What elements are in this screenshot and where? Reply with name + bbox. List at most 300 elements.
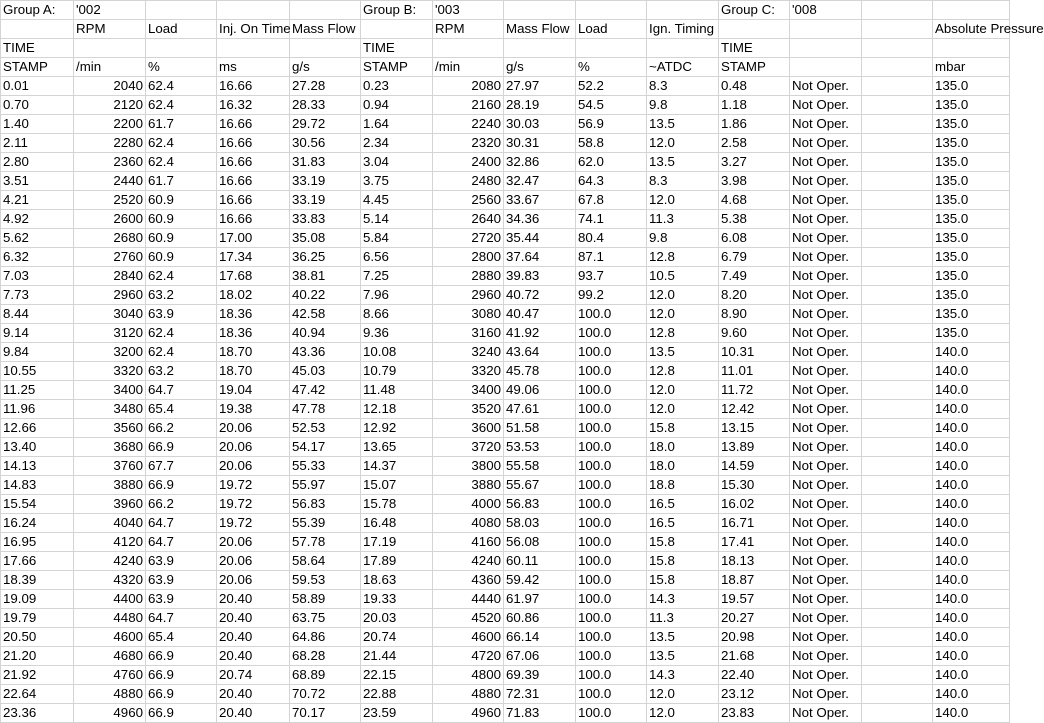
header-cell[interactable] xyxy=(862,20,933,39)
data-cell[interactable]: 3520 xyxy=(433,400,504,419)
data-cell[interactable]: 61.7 xyxy=(146,172,217,191)
data-cell[interactable]: Not Oper. xyxy=(790,609,862,628)
data-cell[interactable] xyxy=(862,343,933,362)
data-cell[interactable]: 4240 xyxy=(433,552,504,571)
header-cell[interactable]: RPM xyxy=(74,20,146,39)
data-cell[interactable]: 0.23 xyxy=(361,77,433,96)
header-cell[interactable]: % xyxy=(576,58,647,77)
header-cell[interactable] xyxy=(433,39,504,58)
data-cell[interactable]: 16.66 xyxy=(217,210,290,229)
header-cell[interactable] xyxy=(790,39,862,58)
data-cell[interactable]: 11.96 xyxy=(1,400,74,419)
data-cell[interactable]: 3960 xyxy=(74,495,146,514)
data-cell[interactable]: 11.01 xyxy=(719,362,790,381)
data-cell[interactable]: 140.0 xyxy=(933,571,1010,590)
data-cell[interactable]: 11.72 xyxy=(719,381,790,400)
data-cell[interactable]: 100.0 xyxy=(576,514,647,533)
data-cell[interactable]: 63.9 xyxy=(146,590,217,609)
data-cell[interactable]: 59.42 xyxy=(504,571,576,590)
data-cell[interactable]: 0.48 xyxy=(719,77,790,96)
data-cell[interactable]: 11.25 xyxy=(1,381,74,400)
header-cell[interactable]: % xyxy=(146,58,217,77)
data-cell[interactable]: 140.0 xyxy=(933,476,1010,495)
data-cell[interactable]: 140.0 xyxy=(933,685,1010,704)
header-cell[interactable] xyxy=(862,39,933,58)
header-cell[interactable]: STAMP xyxy=(719,58,790,77)
data-cell[interactable]: 10.31 xyxy=(719,343,790,362)
data-cell[interactable]: 4600 xyxy=(433,628,504,647)
data-cell[interactable]: 11.3 xyxy=(647,210,719,229)
header-cell[interactable]: Load xyxy=(576,20,647,39)
data-cell[interactable]: 100.0 xyxy=(576,704,647,723)
data-cell[interactable]: 18.87 xyxy=(719,571,790,590)
data-cell[interactable]: 135.0 xyxy=(933,248,1010,267)
header-cell[interactable]: Group B: xyxy=(361,1,433,20)
data-cell[interactable]: 66.9 xyxy=(146,704,217,723)
data-cell[interactable]: 140.0 xyxy=(933,704,1010,723)
header-cell[interactable] xyxy=(862,1,933,20)
data-cell[interactable]: 13.5 xyxy=(647,628,719,647)
data-cell[interactable]: 19.72 xyxy=(217,476,290,495)
data-cell[interactable]: 100.0 xyxy=(576,400,647,419)
data-cell[interactable]: Not Oper. xyxy=(790,495,862,514)
data-cell[interactable]: 140.0 xyxy=(933,419,1010,438)
data-cell[interactable]: 2120 xyxy=(74,96,146,115)
data-cell[interactable]: 61.7 xyxy=(146,115,217,134)
data-cell[interactable]: 135.0 xyxy=(933,115,1010,134)
header-cell[interactable]: /min xyxy=(74,58,146,77)
data-cell[interactable]: 140.0 xyxy=(933,495,1010,514)
header-cell[interactable] xyxy=(576,39,647,58)
data-cell[interactable]: 66.9 xyxy=(146,438,217,457)
data-cell[interactable]: 3400 xyxy=(433,381,504,400)
data-cell[interactable]: 66.2 xyxy=(146,419,217,438)
data-cell[interactable]: 39.83 xyxy=(504,267,576,286)
header-cell[interactable]: TIME xyxy=(361,39,433,58)
data-cell[interactable]: 63.9 xyxy=(146,571,217,590)
data-cell[interactable]: 70.72 xyxy=(290,685,361,704)
data-cell[interactable]: 140.0 xyxy=(933,514,1010,533)
data-cell[interactable]: Not Oper. xyxy=(790,115,862,134)
data-cell[interactable]: 4.45 xyxy=(361,191,433,210)
data-cell[interactable]: 140.0 xyxy=(933,381,1010,400)
header-cell[interactable]: g/s xyxy=(504,58,576,77)
data-cell[interactable]: 4.68 xyxy=(719,191,790,210)
data-cell[interactable] xyxy=(862,704,933,723)
data-cell[interactable]: 12.0 xyxy=(647,305,719,324)
data-cell[interactable]: 135.0 xyxy=(933,324,1010,343)
header-cell[interactable] xyxy=(647,39,719,58)
header-cell[interactable] xyxy=(504,1,576,20)
data-cell[interactable]: Not Oper. xyxy=(790,457,862,476)
data-cell[interactable]: 2720 xyxy=(433,229,504,248)
data-cell[interactable]: 4520 xyxy=(433,609,504,628)
data-cell[interactable]: 2.80 xyxy=(1,153,74,172)
data-cell[interactable]: 8.90 xyxy=(719,305,790,324)
data-cell[interactable]: 4.92 xyxy=(1,210,74,229)
data-cell[interactable]: 23.83 xyxy=(719,704,790,723)
data-cell[interactable]: 62.0 xyxy=(576,153,647,172)
data-cell[interactable]: 17.34 xyxy=(217,248,290,267)
data-cell[interactable]: 135.0 xyxy=(933,172,1010,191)
data-cell[interactable]: 3240 xyxy=(433,343,504,362)
data-cell[interactable]: 2680 xyxy=(74,229,146,248)
data-cell[interactable]: 58.64 xyxy=(290,552,361,571)
header-cell[interactable] xyxy=(290,39,361,58)
header-cell[interactable]: g/s xyxy=(290,58,361,77)
data-cell[interactable]: 16.95 xyxy=(1,533,74,552)
data-cell[interactable]: 66.9 xyxy=(146,685,217,704)
data-cell[interactable]: 2.11 xyxy=(1,134,74,153)
data-cell[interactable]: 32.47 xyxy=(504,172,576,191)
data-cell[interactable]: 140.0 xyxy=(933,362,1010,381)
data-cell[interactable]: 3320 xyxy=(74,362,146,381)
data-cell[interactable]: 54.5 xyxy=(576,96,647,115)
data-cell[interactable]: 55.39 xyxy=(290,514,361,533)
header-cell[interactable]: Inj. On Time xyxy=(217,20,290,39)
data-cell[interactable]: 17.41 xyxy=(719,533,790,552)
data-cell[interactable]: 20.98 xyxy=(719,628,790,647)
data-cell[interactable]: 10.5 xyxy=(647,267,719,286)
data-cell[interactable]: 23.12 xyxy=(719,685,790,704)
data-cell[interactable]: 19.38 xyxy=(217,400,290,419)
data-cell[interactable]: 0.01 xyxy=(1,77,74,96)
data-cell[interactable]: 4320 xyxy=(74,571,146,590)
data-cell[interactable]: 15.54 xyxy=(1,495,74,514)
data-cell[interactable]: 7.25 xyxy=(361,267,433,286)
data-cell[interactable] xyxy=(862,362,933,381)
data-cell[interactable]: 2320 xyxy=(433,134,504,153)
data-cell[interactable]: 60.11 xyxy=(504,552,576,571)
data-cell[interactable]: 10.55 xyxy=(1,362,74,381)
data-cell[interactable]: 4400 xyxy=(74,590,146,609)
data-cell[interactable]: 20.06 xyxy=(217,552,290,571)
data-cell[interactable]: Not Oper. xyxy=(790,324,862,343)
data-cell[interactable]: 19.79 xyxy=(1,609,74,628)
data-cell[interactable]: 100.0 xyxy=(576,666,647,685)
data-cell[interactable]: 58.03 xyxy=(504,514,576,533)
data-cell[interactable] xyxy=(862,381,933,400)
data-cell[interactable] xyxy=(862,419,933,438)
header-cell[interactable] xyxy=(719,20,790,39)
data-cell[interactable]: Not Oper. xyxy=(790,552,862,571)
data-cell[interactable] xyxy=(862,647,933,666)
data-cell[interactable]: 4480 xyxy=(74,609,146,628)
data-cell[interactable]: 3160 xyxy=(433,324,504,343)
data-cell[interactable]: 21.68 xyxy=(719,647,790,666)
data-cell[interactable]: 62.4 xyxy=(146,343,217,362)
data-cell[interactable]: Not Oper. xyxy=(790,210,862,229)
data-cell[interactable]: 2080 xyxy=(433,77,504,96)
data-cell[interactable]: 23.59 xyxy=(361,704,433,723)
data-cell[interactable]: 4000 xyxy=(433,495,504,514)
data-cell[interactable] xyxy=(862,457,933,476)
data-cell[interactable]: 2880 xyxy=(433,267,504,286)
data-cell[interactable]: 59.53 xyxy=(290,571,361,590)
data-cell[interactable]: 16.66 xyxy=(217,115,290,134)
data-cell[interactable] xyxy=(862,134,933,153)
data-cell[interactable]: 18.13 xyxy=(719,552,790,571)
data-cell[interactable]: 56.83 xyxy=(290,495,361,514)
data-cell[interactable]: 15.07 xyxy=(361,476,433,495)
header-cell[interactable] xyxy=(361,20,433,39)
header-cell[interactable] xyxy=(790,58,862,77)
data-cell[interactable]: 19.72 xyxy=(217,514,290,533)
data-cell[interactable]: 63.2 xyxy=(146,362,217,381)
data-cell[interactable]: 8.3 xyxy=(647,172,719,191)
data-cell[interactable]: 16.48 xyxy=(361,514,433,533)
data-cell[interactable]: 100.0 xyxy=(576,362,647,381)
data-cell[interactable]: 15.78 xyxy=(361,495,433,514)
data-cell[interactable]: 9.8 xyxy=(647,229,719,248)
data-cell[interactable]: 3200 xyxy=(74,343,146,362)
data-cell[interactable]: 4440 xyxy=(433,590,504,609)
data-cell[interactable]: Not Oper. xyxy=(790,514,862,533)
data-cell[interactable]: 140.0 xyxy=(933,533,1010,552)
data-cell[interactable]: 0.94 xyxy=(361,96,433,115)
data-cell[interactable]: Not Oper. xyxy=(790,590,862,609)
data-cell[interactable]: 15.8 xyxy=(647,533,719,552)
data-cell[interactable]: 64.7 xyxy=(146,533,217,552)
data-cell[interactable]: 20.03 xyxy=(361,609,433,628)
data-cell[interactable]: 135.0 xyxy=(933,229,1010,248)
data-cell[interactable]: 65.4 xyxy=(146,628,217,647)
data-cell[interactable]: 58.8 xyxy=(576,134,647,153)
data-cell[interactable]: 74.1 xyxy=(576,210,647,229)
header-cell[interactable]: Mass Flow xyxy=(504,20,576,39)
data-cell[interactable]: 20.27 xyxy=(719,609,790,628)
data-cell[interactable]: 20.06 xyxy=(217,438,290,457)
data-cell[interactable]: 12.0 xyxy=(647,704,719,723)
data-cell[interactable]: 19.57 xyxy=(719,590,790,609)
data-cell[interactable]: 17.19 xyxy=(361,533,433,552)
data-cell[interactable]: 87.1 xyxy=(576,248,647,267)
data-cell[interactable]: 16.32 xyxy=(217,96,290,115)
data-cell[interactable] xyxy=(862,438,933,457)
data-cell[interactable]: 66.2 xyxy=(146,495,217,514)
data-cell[interactable]: 3320 xyxy=(433,362,504,381)
data-cell[interactable]: 4680 xyxy=(74,647,146,666)
data-cell[interactable]: 12.8 xyxy=(647,248,719,267)
data-cell[interactable]: 7.03 xyxy=(1,267,74,286)
data-cell[interactable] xyxy=(862,96,933,115)
data-cell[interactable]: 12.0 xyxy=(647,685,719,704)
data-cell[interactable]: 36.25 xyxy=(290,248,361,267)
data-cell[interactable]: 19.72 xyxy=(217,495,290,514)
data-cell[interactable]: 62.4 xyxy=(146,153,217,172)
data-cell[interactable]: 16.66 xyxy=(217,77,290,96)
header-cell[interactable] xyxy=(933,39,1010,58)
data-cell[interactable]: 4600 xyxy=(74,628,146,647)
data-cell[interactable]: 1.18 xyxy=(719,96,790,115)
data-cell[interactable]: 11.3 xyxy=(647,609,719,628)
data-cell[interactable]: 2960 xyxy=(433,286,504,305)
data-cell[interactable]: 14.3 xyxy=(647,666,719,685)
data-cell[interactable] xyxy=(862,191,933,210)
data-cell[interactable]: 16.66 xyxy=(217,172,290,191)
data-cell[interactable]: 12.8 xyxy=(647,324,719,343)
data-cell[interactable]: 100.0 xyxy=(576,343,647,362)
data-cell[interactable]: 34.36 xyxy=(504,210,576,229)
data-cell[interactable]: 20.06 xyxy=(217,457,290,476)
data-cell[interactable] xyxy=(862,609,933,628)
data-cell[interactable]: 56.9 xyxy=(576,115,647,134)
data-cell[interactable]: 18.70 xyxy=(217,343,290,362)
data-cell[interactable]: 140.0 xyxy=(933,609,1010,628)
header-cell[interactable] xyxy=(146,39,217,58)
data-cell[interactable]: 63.75 xyxy=(290,609,361,628)
data-cell[interactable]: 1.40 xyxy=(1,115,74,134)
header-cell[interactable]: STAMP xyxy=(1,58,74,77)
header-cell[interactable] xyxy=(647,1,719,20)
data-cell[interactable]: 2480 xyxy=(433,172,504,191)
data-cell[interactable]: 14.3 xyxy=(647,590,719,609)
data-cell[interactable]: 47.42 xyxy=(290,381,361,400)
data-cell[interactable]: 17.89 xyxy=(361,552,433,571)
data-cell[interactable]: 135.0 xyxy=(933,286,1010,305)
data-cell[interactable]: 11.48 xyxy=(361,381,433,400)
data-cell[interactable]: 18.70 xyxy=(217,362,290,381)
header-cell[interactable]: TIME xyxy=(1,39,74,58)
data-cell[interactable]: 4160 xyxy=(433,533,504,552)
data-cell[interactable]: 64.86 xyxy=(290,628,361,647)
data-cell[interactable]: Not Oper. xyxy=(790,343,862,362)
header-cell[interactable]: ~ATDC xyxy=(647,58,719,77)
data-cell[interactable]: 18.8 xyxy=(647,476,719,495)
data-cell[interactable]: 100.0 xyxy=(576,647,647,666)
data-cell[interactable]: 22.40 xyxy=(719,666,790,685)
header-cell[interactable] xyxy=(933,1,1010,20)
data-cell[interactable]: 100.0 xyxy=(576,495,647,514)
data-cell[interactable]: 22.15 xyxy=(361,666,433,685)
data-cell[interactable]: 3560 xyxy=(74,419,146,438)
data-cell[interactable]: 61.97 xyxy=(504,590,576,609)
data-cell[interactable]: 53.53 xyxy=(504,438,576,457)
data-cell[interactable]: 67.8 xyxy=(576,191,647,210)
data-cell[interactable]: 65.4 xyxy=(146,400,217,419)
data-cell[interactable]: 2040 xyxy=(74,77,146,96)
data-cell[interactable]: 3080 xyxy=(433,305,504,324)
data-cell[interactable]: 2840 xyxy=(74,267,146,286)
data-cell[interactable]: Not Oper. xyxy=(790,666,862,685)
data-cell[interactable]: 140.0 xyxy=(933,552,1010,571)
data-cell[interactable]: 4080 xyxy=(433,514,504,533)
data-cell[interactable]: 100.0 xyxy=(576,305,647,324)
data-cell[interactable]: 16.66 xyxy=(217,134,290,153)
data-cell[interactable]: Not Oper. xyxy=(790,419,862,438)
data-cell[interactable]: 10.08 xyxy=(361,343,433,362)
data-cell[interactable]: 140.0 xyxy=(933,457,1010,476)
header-cell[interactable] xyxy=(862,58,933,77)
data-cell[interactable]: 55.97 xyxy=(290,476,361,495)
header-cell[interactable] xyxy=(217,39,290,58)
data-cell[interactable] xyxy=(862,286,933,305)
data-cell[interactable]: 14.83 xyxy=(1,476,74,495)
data-cell[interactable]: 18.36 xyxy=(217,324,290,343)
data-cell[interactable]: 12.0 xyxy=(647,381,719,400)
data-cell[interactable]: 3800 xyxy=(433,457,504,476)
data-cell[interactable]: 33.19 xyxy=(290,191,361,210)
data-cell[interactable]: 1.64 xyxy=(361,115,433,134)
data-cell[interactable]: Not Oper. xyxy=(790,438,862,457)
data-cell[interactable]: 66.9 xyxy=(146,476,217,495)
data-cell[interactable]: 4960 xyxy=(433,704,504,723)
data-cell[interactable]: 3480 xyxy=(74,400,146,419)
data-cell[interactable]: 135.0 xyxy=(933,77,1010,96)
data-cell[interactable]: 3.75 xyxy=(361,172,433,191)
data-cell[interactable]: 2200 xyxy=(74,115,146,134)
data-cell[interactable]: 20.06 xyxy=(217,533,290,552)
data-cell[interactable]: 64.7 xyxy=(146,381,217,400)
data-cell[interactable]: 100.0 xyxy=(576,324,647,343)
data-cell[interactable]: 20.40 xyxy=(217,704,290,723)
data-cell[interactable]: 56.83 xyxy=(504,495,576,514)
data-cell[interactable]: 60.86 xyxy=(504,609,576,628)
data-cell[interactable]: 12.18 xyxy=(361,400,433,419)
data-cell[interactable]: 3880 xyxy=(433,476,504,495)
data-cell[interactable]: 2.58 xyxy=(719,134,790,153)
data-cell[interactable]: Not Oper. xyxy=(790,704,862,723)
data-cell[interactable]: 52.53 xyxy=(290,419,361,438)
data-cell[interactable]: 100.0 xyxy=(576,476,647,495)
data-cell[interactable]: 42.58 xyxy=(290,305,361,324)
data-cell[interactable]: 20.74 xyxy=(361,628,433,647)
data-cell[interactable]: 140.0 xyxy=(933,438,1010,457)
data-cell[interactable] xyxy=(862,628,933,647)
header-cell[interactable] xyxy=(576,1,647,20)
data-cell[interactable]: 100.0 xyxy=(576,685,647,704)
data-cell[interactable]: 21.92 xyxy=(1,666,74,685)
data-cell[interactable] xyxy=(862,400,933,419)
data-cell[interactable]: 62.4 xyxy=(146,77,217,96)
data-cell[interactable]: 14.59 xyxy=(719,457,790,476)
data-cell[interactable]: 33.83 xyxy=(290,210,361,229)
data-cell[interactable]: 13.89 xyxy=(719,438,790,457)
data-cell[interactable]: 40.47 xyxy=(504,305,576,324)
data-cell[interactable] xyxy=(862,248,933,267)
header-cell[interactable] xyxy=(1,20,74,39)
data-cell[interactable] xyxy=(862,533,933,552)
data-cell[interactable]: Not Oper. xyxy=(790,134,862,153)
data-cell[interactable]: 16.24 xyxy=(1,514,74,533)
data-cell[interactable]: 3040 xyxy=(74,305,146,324)
data-cell[interactable]: 62.4 xyxy=(146,134,217,153)
data-cell[interactable] xyxy=(862,210,933,229)
data-cell[interactable] xyxy=(862,172,933,191)
data-cell[interactable]: 80.4 xyxy=(576,229,647,248)
data-cell[interactable]: 60.9 xyxy=(146,191,217,210)
data-cell[interactable]: 7.49 xyxy=(719,267,790,286)
data-cell[interactable]: 20.40 xyxy=(217,628,290,647)
data-cell[interactable] xyxy=(862,153,933,172)
header-cell[interactable] xyxy=(74,39,146,58)
data-cell[interactable]: 57.78 xyxy=(290,533,361,552)
data-cell[interactable] xyxy=(862,77,933,96)
data-cell[interactable]: 16.66 xyxy=(217,153,290,172)
header-cell[interactable]: /min xyxy=(433,58,504,77)
data-cell[interactable]: 2600 xyxy=(74,210,146,229)
data-cell[interactable]: 64.7 xyxy=(146,609,217,628)
data-cell[interactable]: 35.08 xyxy=(290,229,361,248)
data-cell[interactable]: 100.0 xyxy=(576,438,647,457)
data-cell[interactable]: 19.33 xyxy=(361,590,433,609)
data-cell[interactable]: 5.14 xyxy=(361,210,433,229)
data-cell[interactable]: Not Oper. xyxy=(790,172,862,191)
data-cell[interactable]: Not Oper. xyxy=(790,476,862,495)
data-cell[interactable]: 51.58 xyxy=(504,419,576,438)
data-cell[interactable]: 66.14 xyxy=(504,628,576,647)
data-cell[interactable]: 35.44 xyxy=(504,229,576,248)
